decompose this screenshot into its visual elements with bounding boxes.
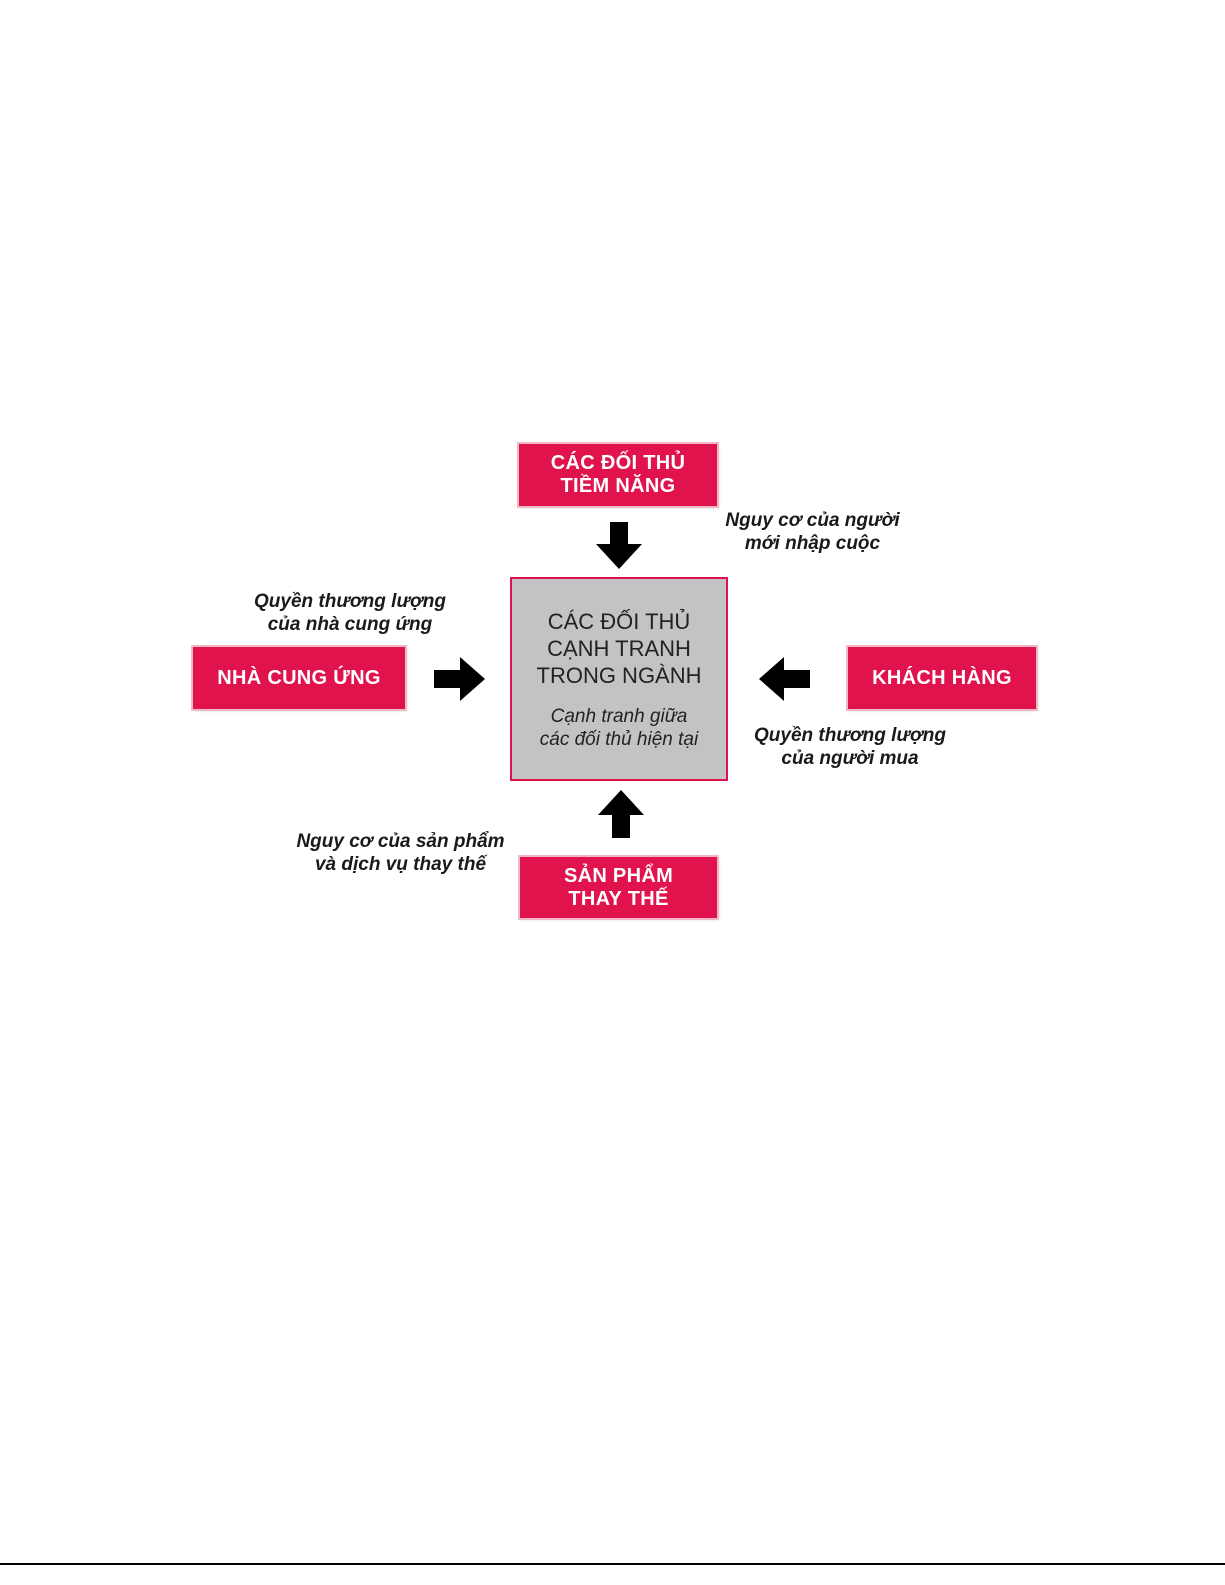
note-new-entrants-threat: [700, 509, 925, 555]
box-potential-competitors-line1: CÁC ĐỐI THỦ: [550, 452, 686, 474]
note-supplier-line2: của nhà cung ứng: [267, 614, 433, 635]
center-title-line2: CẠNH TRANH: [547, 635, 691, 661]
page-bottom-rule: [0, 1563, 1225, 1565]
box-substitutes-line1: SẢN PHẨM: [563, 864, 674, 887]
note-buyer-bargaining: [730, 724, 970, 770]
note-new-entrants-line2: mới nhập cuộc: [744, 533, 881, 554]
arrow-left-icon: [758, 656, 810, 702]
note-buyer-line1: Quyền thương lượng: [754, 725, 946, 746]
note-buyer-line2: của người mua: [781, 748, 919, 769]
note-supplier-line1: Quyền thương lượng: [254, 591, 446, 612]
center-industry-rivalry: [510, 577, 728, 781]
note-new-entrants-line1: Nguy cơ của người: [725, 510, 900, 531]
box-substitutes: [520, 857, 717, 918]
box-substitutes-line2: THAY THẾ: [568, 887, 669, 910]
box-potential-competitors: [519, 444, 717, 506]
center-title-line3: TRONG NGÀNH: [536, 662, 702, 688]
box-customers: [848, 647, 1036, 709]
note-substitutes-threat: [268, 830, 533, 876]
center-subtitle: [540, 705, 698, 751]
arrow-right-icon: [434, 656, 486, 702]
note-supplier-bargaining: [225, 590, 475, 636]
center-subtitle-line1: Cạnh tranh giữa: [550, 705, 688, 727]
box-suppliers: [193, 647, 405, 709]
box-customers-label: KHÁCH HÀNG: [872, 666, 1012, 689]
arrow-down-icon: [594, 522, 644, 570]
center-title-line1: CÁC ĐỐI THỦ: [547, 608, 691, 634]
arrow-up-icon: [596, 790, 646, 838]
note-substitutes-line2: và dịch vụ thay thế: [314, 854, 487, 875]
box-potential-competitors-line2: TIỀM NĂNG: [560, 475, 676, 497]
box-suppliers-label: NHÀ CUNG ỨNG: [217, 666, 381, 689]
center-subtitle-line2: các đối thủ hiện tại: [539, 728, 699, 750]
center-title: [537, 608, 702, 689]
note-substitutes-line1: Nguy cơ của sản phẩm: [296, 831, 505, 852]
